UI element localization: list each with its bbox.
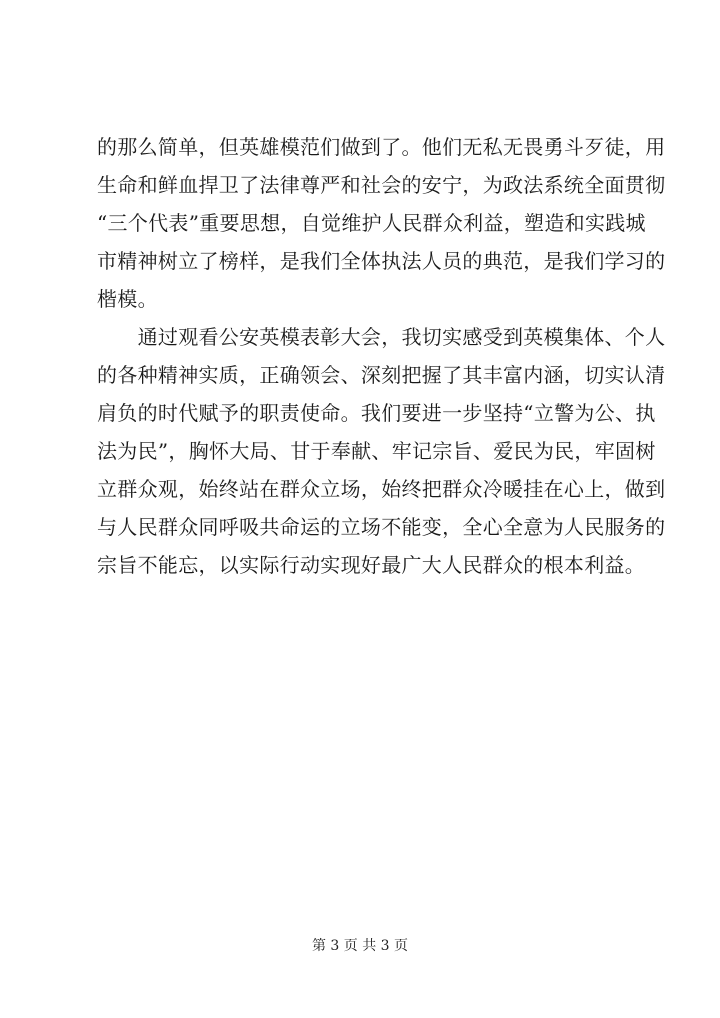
text-line: 立群众观，始终站在群众立场，始终把群众冷暖挂在心上，做到 bbox=[97, 477, 666, 501]
text-line: “三个代表”重要思想，自觉维护人民群众利益，塑造和实践城 bbox=[97, 211, 646, 235]
body-text bbox=[97, 128, 666, 584]
text-line: 法为民”，胸怀大局、甘于奉献、牢记宗旨、爱民为民，牢固树 bbox=[97, 439, 656, 463]
text-line: 生命和鲜血捍卫了法律尊严和社会的安宁，为政法系统全面贯彻 bbox=[97, 173, 666, 197]
page-number-footer: 第 3 页 共 3 页 bbox=[311, 938, 409, 954]
text-line: 肩负的时代赋予的职责使命。我们要进一步坚持“立警为公、执 bbox=[97, 401, 656, 425]
text-line: 宗旨不能忘，以实际行动实现好最广大人民群众的根本利益。 bbox=[97, 553, 646, 577]
text-line: 与人民群众同呼吸共命运的立场不能变，全心全意为人民服务的 bbox=[97, 515, 666, 539]
text-line: 的那么简单，但英雄模范们做到了。他们无私无畏勇斗歹徒，用 bbox=[97, 135, 666, 159]
text-line: 楷模。 bbox=[97, 287, 158, 311]
text-line: 通过观看公安英模表彰大会，我切实感受到英模集体、个人 bbox=[97, 325, 666, 349]
text-line: 的各种精神实质，正确领会、深刻把握了其丰富内涵，切实认清 bbox=[97, 363, 666, 387]
text-line: 市精神树立了榜样，是我们全体执法人员的典范，是我们学习的 bbox=[97, 249, 666, 273]
